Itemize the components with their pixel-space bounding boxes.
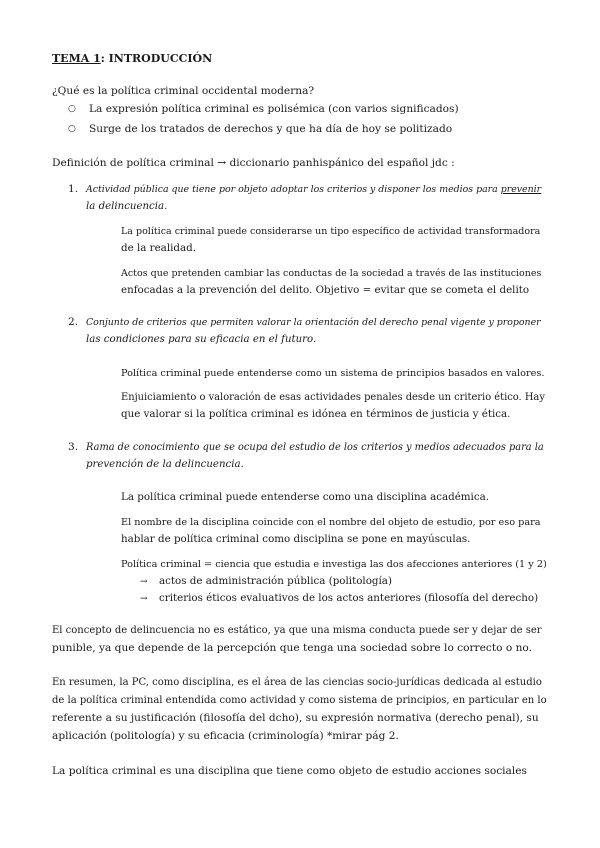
- definition-intro: Definición de política criminal → diccionario panhispánico del español jdc :: [52, 157, 455, 169]
- item-1-line1: [86, 181, 541, 198]
- resumen-line2: de la política criminal entendida como actividad y como sistema de principios, en particular en lo: [52, 695, 547, 706]
- item-1-underlined: prevenir: [500, 184, 542, 195]
- question-line: ¿Qué es la política criminal occidental moderna?: [52, 85, 315, 97]
- item-number-2: 2.: [68, 316, 79, 328]
- circle-bullet-icon: ○: [68, 104, 76, 114]
- item-3-para-2-line2: hablar de política criminal como disciplina se pone en mayúsculas.: [121, 533, 471, 545]
- resumen-line4: aplicación (politología) y su eficacia (criminología) *mirar pág 2.: [52, 730, 399, 742]
- item-3-para-1: La política criminal puede entenderse como una disciplina académica.: [121, 491, 490, 503]
- item-3-para-2-line1: El nombre de la disciplina coincide con el nombre del objeto de estudio, por eso para: [121, 517, 541, 528]
- item-2-line1: Conjunto de criterios que permiten valorar la orientación del derecho penal vigente y proponer: [86, 317, 541, 328]
- item-3-line1: Rama de conocimiento que se ocupa del estudio de los criterios y medios adecuados para la: [86, 442, 544, 453]
- item-3-line2: prevención de la delincuencia.: [86, 459, 244, 470]
- sub-bullet-1: actos de administración pública (politología): [159, 575, 392, 587]
- item-2-para-1: Política criminal puede entenderse como un sistema de principios basados en valores.: [121, 368, 545, 379]
- title-tema: TEMA 1: [52, 52, 101, 65]
- item-number-3: 3.: [68, 441, 79, 453]
- bullet-item-2: Surge de los tratados de derechos y que ha día de hoy se politizado: [89, 123, 453, 135]
- resumen-line1: En resumen, la PC, como disciplina, es el área de las ciencias socio-jurídicas dedicada al estudio: [52, 677, 542, 688]
- item-2-para-2-line2: que valorar si la política criminal es idónea en términos de justicia y ética.: [121, 408, 511, 420]
- item-2-line2: las condiciones para su eficacia en el futuro.: [86, 334, 317, 345]
- page-title: [52, 52, 212, 65]
- item-1-para-2-line1: Actos que pretenden cambiar las conductas de la sociedad a través de las instituciones: [121, 268, 542, 279]
- resumen-line3: referente a su justificación (filosofía del dcho), su expresión normativa (derecho penal), su: [52, 712, 539, 724]
- item-number-1: 1.: [68, 183, 79, 195]
- circle-bullet-icon: ○: [68, 124, 76, 134]
- final-paragraph: La política criminal es una disciplina que tiene como objeto de estudio acciones sociales: [52, 765, 527, 777]
- delincuencia-line2: punible, ya que depende de la percepción que tenga una sociedad sobre lo correcto o no.: [52, 642, 532, 654]
- item-1-line1-text: Actividad pública que tiene por objeto adoptar los criterios y disponer los medios para: [86, 184, 501, 195]
- item-2-para-2-line1: Enjuiciamiento o valoración de esas actividades penales desde un criterio ético. Hay: [121, 392, 545, 403]
- bullet-item-1: La expresión política criminal es polisémica (con varios significados): [89, 103, 459, 115]
- item-1-line2: la delincuencia.: [86, 201, 168, 212]
- item-3-extra: Política criminal = ciencia que estudia e investiga las dos afecciones anteriores (1 y 2): [121, 559, 547, 570]
- item-1-para-1-line2: de la realidad.: [121, 242, 196, 254]
- arrow-icon: →: [140, 577, 148, 587]
- sub-bullet-2: criterios éticos evaluativos de los actos anteriores (filosofía del derecho): [159, 592, 539, 604]
- delincuencia-line1: El concepto de delincuencia no es estático, ya que una misma conducta puede ser y dejar de ser: [52, 625, 542, 636]
- title-rest: : INTRODUCCIÓN: [100, 52, 213, 65]
- item-1-para-1-line1: La política criminal puede considerarse un tipo específico de actividad transformadora: [121, 226, 541, 237]
- arrow-icon: →: [140, 594, 148, 604]
- item-1-para-2-line2: enfocadas a la prevención del delito. Objetivo = evitar que se cometa el delito: [121, 284, 530, 296]
